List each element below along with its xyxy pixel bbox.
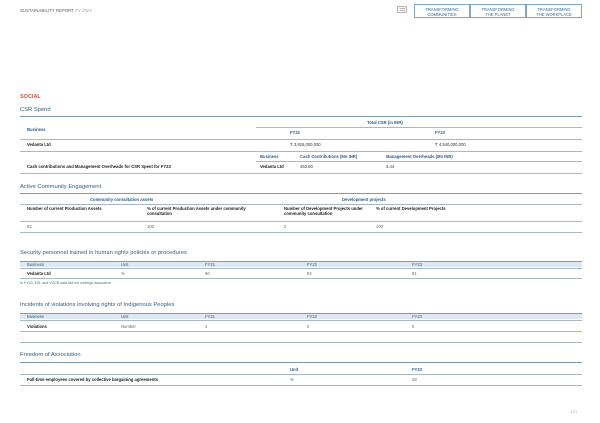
divider xyxy=(20,331,582,332)
csr-total-header: Total CSR (in INR) xyxy=(367,120,403,125)
divider xyxy=(20,232,582,233)
divider xyxy=(256,161,582,162)
csr-sub-header-overheads: Management Overheads (Mn INR) xyxy=(386,154,453,159)
report-year: FY 2023 xyxy=(75,8,92,13)
security-header-bar xyxy=(20,261,582,267)
community-header-projects: Number of Development Projects under community consultation xyxy=(284,206,363,216)
freedom-header-fy23: FY23 xyxy=(412,367,423,372)
divider xyxy=(20,193,582,194)
divider xyxy=(20,278,582,279)
divider xyxy=(20,116,582,117)
divider xyxy=(20,385,582,386)
indigenous-row-unit: Number xyxy=(121,324,136,329)
community-header-projects-pct: % of current Development Projects xyxy=(376,206,446,211)
csr-sub-header-business: Business xyxy=(260,154,279,159)
csr-fy23-header: FY23 xyxy=(435,130,446,135)
divider xyxy=(20,320,582,321)
security-header-unit: Unit xyxy=(121,262,129,267)
csr-row-fy22: ₹ 3,926,000,000 xyxy=(290,142,321,147)
community-title: Active Community Engagement xyxy=(20,184,102,190)
report-title-text: SUSTAINABILITY REPORT xyxy=(20,8,74,13)
indigenous-header-fy21: FY21 xyxy=(205,314,216,319)
report-header xyxy=(0,0,600,20)
csr-col-business: Business xyxy=(27,127,46,132)
divider xyxy=(20,173,582,174)
divider xyxy=(20,204,582,205)
csr-row-business: Vedanta Ltd xyxy=(27,142,51,147)
community-group-consultation: Community consultation assets xyxy=(90,197,154,202)
divider xyxy=(20,221,582,222)
security-row-fy23: 91 xyxy=(412,271,417,276)
community-group-projects: Development projects xyxy=(342,197,386,202)
divider xyxy=(20,151,582,152)
csr-sub-row-overheads: 3.44 xyxy=(386,164,395,169)
security-header-fy21: FY21 xyxy=(205,262,216,267)
page-number: 121 xyxy=(570,409,578,414)
divider xyxy=(20,268,582,269)
csr-sub-row-cash: 453.60 xyxy=(300,164,313,169)
community-header-assets-pct: % of current Production Assets under community consultation xyxy=(147,206,246,216)
security-row-fy22: 94 xyxy=(307,271,312,276)
divider xyxy=(20,362,582,363)
indigenous-row-label: Violations xyxy=(27,324,47,329)
tab-label-line1: TRANSFORMING xyxy=(425,7,459,12)
security-title: Security personnel trained in human rights policies or procedures xyxy=(20,250,187,256)
community-value-projects: 2 xyxy=(284,224,287,229)
csr-sub-header-cash: Cash Contributions (Mn INR) xyxy=(300,154,358,159)
security-header-fy22: FY22 xyxy=(307,262,318,267)
tab-transforming-planet[interactable] xyxy=(470,4,526,18)
freedom-title: Freedom of Association xyxy=(20,352,81,358)
freedom-header-unit: Unit xyxy=(290,367,299,372)
security-header-business: Business xyxy=(27,262,44,267)
security-note: In FY23, ESL and VGCB data did not undergo assurance xyxy=(20,281,111,285)
community-value-projects-pct: 100 xyxy=(376,224,383,229)
freedom-row-unit: % xyxy=(290,377,294,382)
divider xyxy=(256,127,582,128)
tab-label-line1: TRANSFORMING xyxy=(481,7,515,12)
tab-label-line2: COMMUNITIES xyxy=(427,12,457,17)
community-header-assets: Number of current Production Assets xyxy=(27,206,102,211)
divider xyxy=(20,342,582,343)
freedom-row-fy23: 28 xyxy=(412,377,417,382)
csr-sub-row-label: Cash contributions and Management Overheads for CSR Spent for FY23 xyxy=(27,164,171,169)
report-title xyxy=(20,8,92,13)
indigenous-header-fy23: FY23 xyxy=(412,314,423,319)
security-row-business: Vedanta Ltd xyxy=(27,271,51,276)
indigenous-header-fy22: FY22 xyxy=(307,314,318,319)
csr-spend-title: CSR Spend xyxy=(20,107,51,113)
tab-label-line1: TRANSFORMING xyxy=(537,7,571,12)
csr-row-fy23: ₹ 4,540,000,000 xyxy=(435,142,466,147)
security-row-fy21: 90 xyxy=(205,271,210,276)
indigenous-title: Incidents of violations involving rights of Indigenous Peoples xyxy=(20,302,175,308)
community-value-assets: 52 xyxy=(27,224,32,229)
menu-icon[interactable] xyxy=(397,6,407,13)
indigenous-row-fy21: 4 xyxy=(205,324,208,329)
divider xyxy=(20,374,582,375)
indigenous-row-fy22: 0 xyxy=(307,324,310,329)
divider xyxy=(20,139,582,140)
tab-label-line2: THE PLANET xyxy=(485,12,511,17)
indigenous-header-unit: Unit xyxy=(121,314,129,319)
indigenous-row-fy23: 0 xyxy=(412,324,415,329)
tab-label-line2: THE WORKPLACE xyxy=(536,12,572,17)
csr-fy22-header: FY22 xyxy=(290,130,301,135)
community-value-assets-pct: 100 xyxy=(147,224,154,229)
section-label-social: SOCIAL xyxy=(20,94,41,100)
tab-transforming-communities[interactable] xyxy=(414,4,470,18)
freedom-row-label: Full-time employees covered by collective bargaining agreements xyxy=(27,377,159,382)
csr-sub-row-business: Vedanta Ltd xyxy=(260,164,284,169)
indigenous-header-business: Business xyxy=(27,314,44,319)
security-row-unit: % xyxy=(121,271,125,276)
indigenous-header-bar xyxy=(20,313,582,319)
security-header-fy23: FY23 xyxy=(412,262,423,267)
tab-transforming-workplace[interactable] xyxy=(526,4,582,18)
